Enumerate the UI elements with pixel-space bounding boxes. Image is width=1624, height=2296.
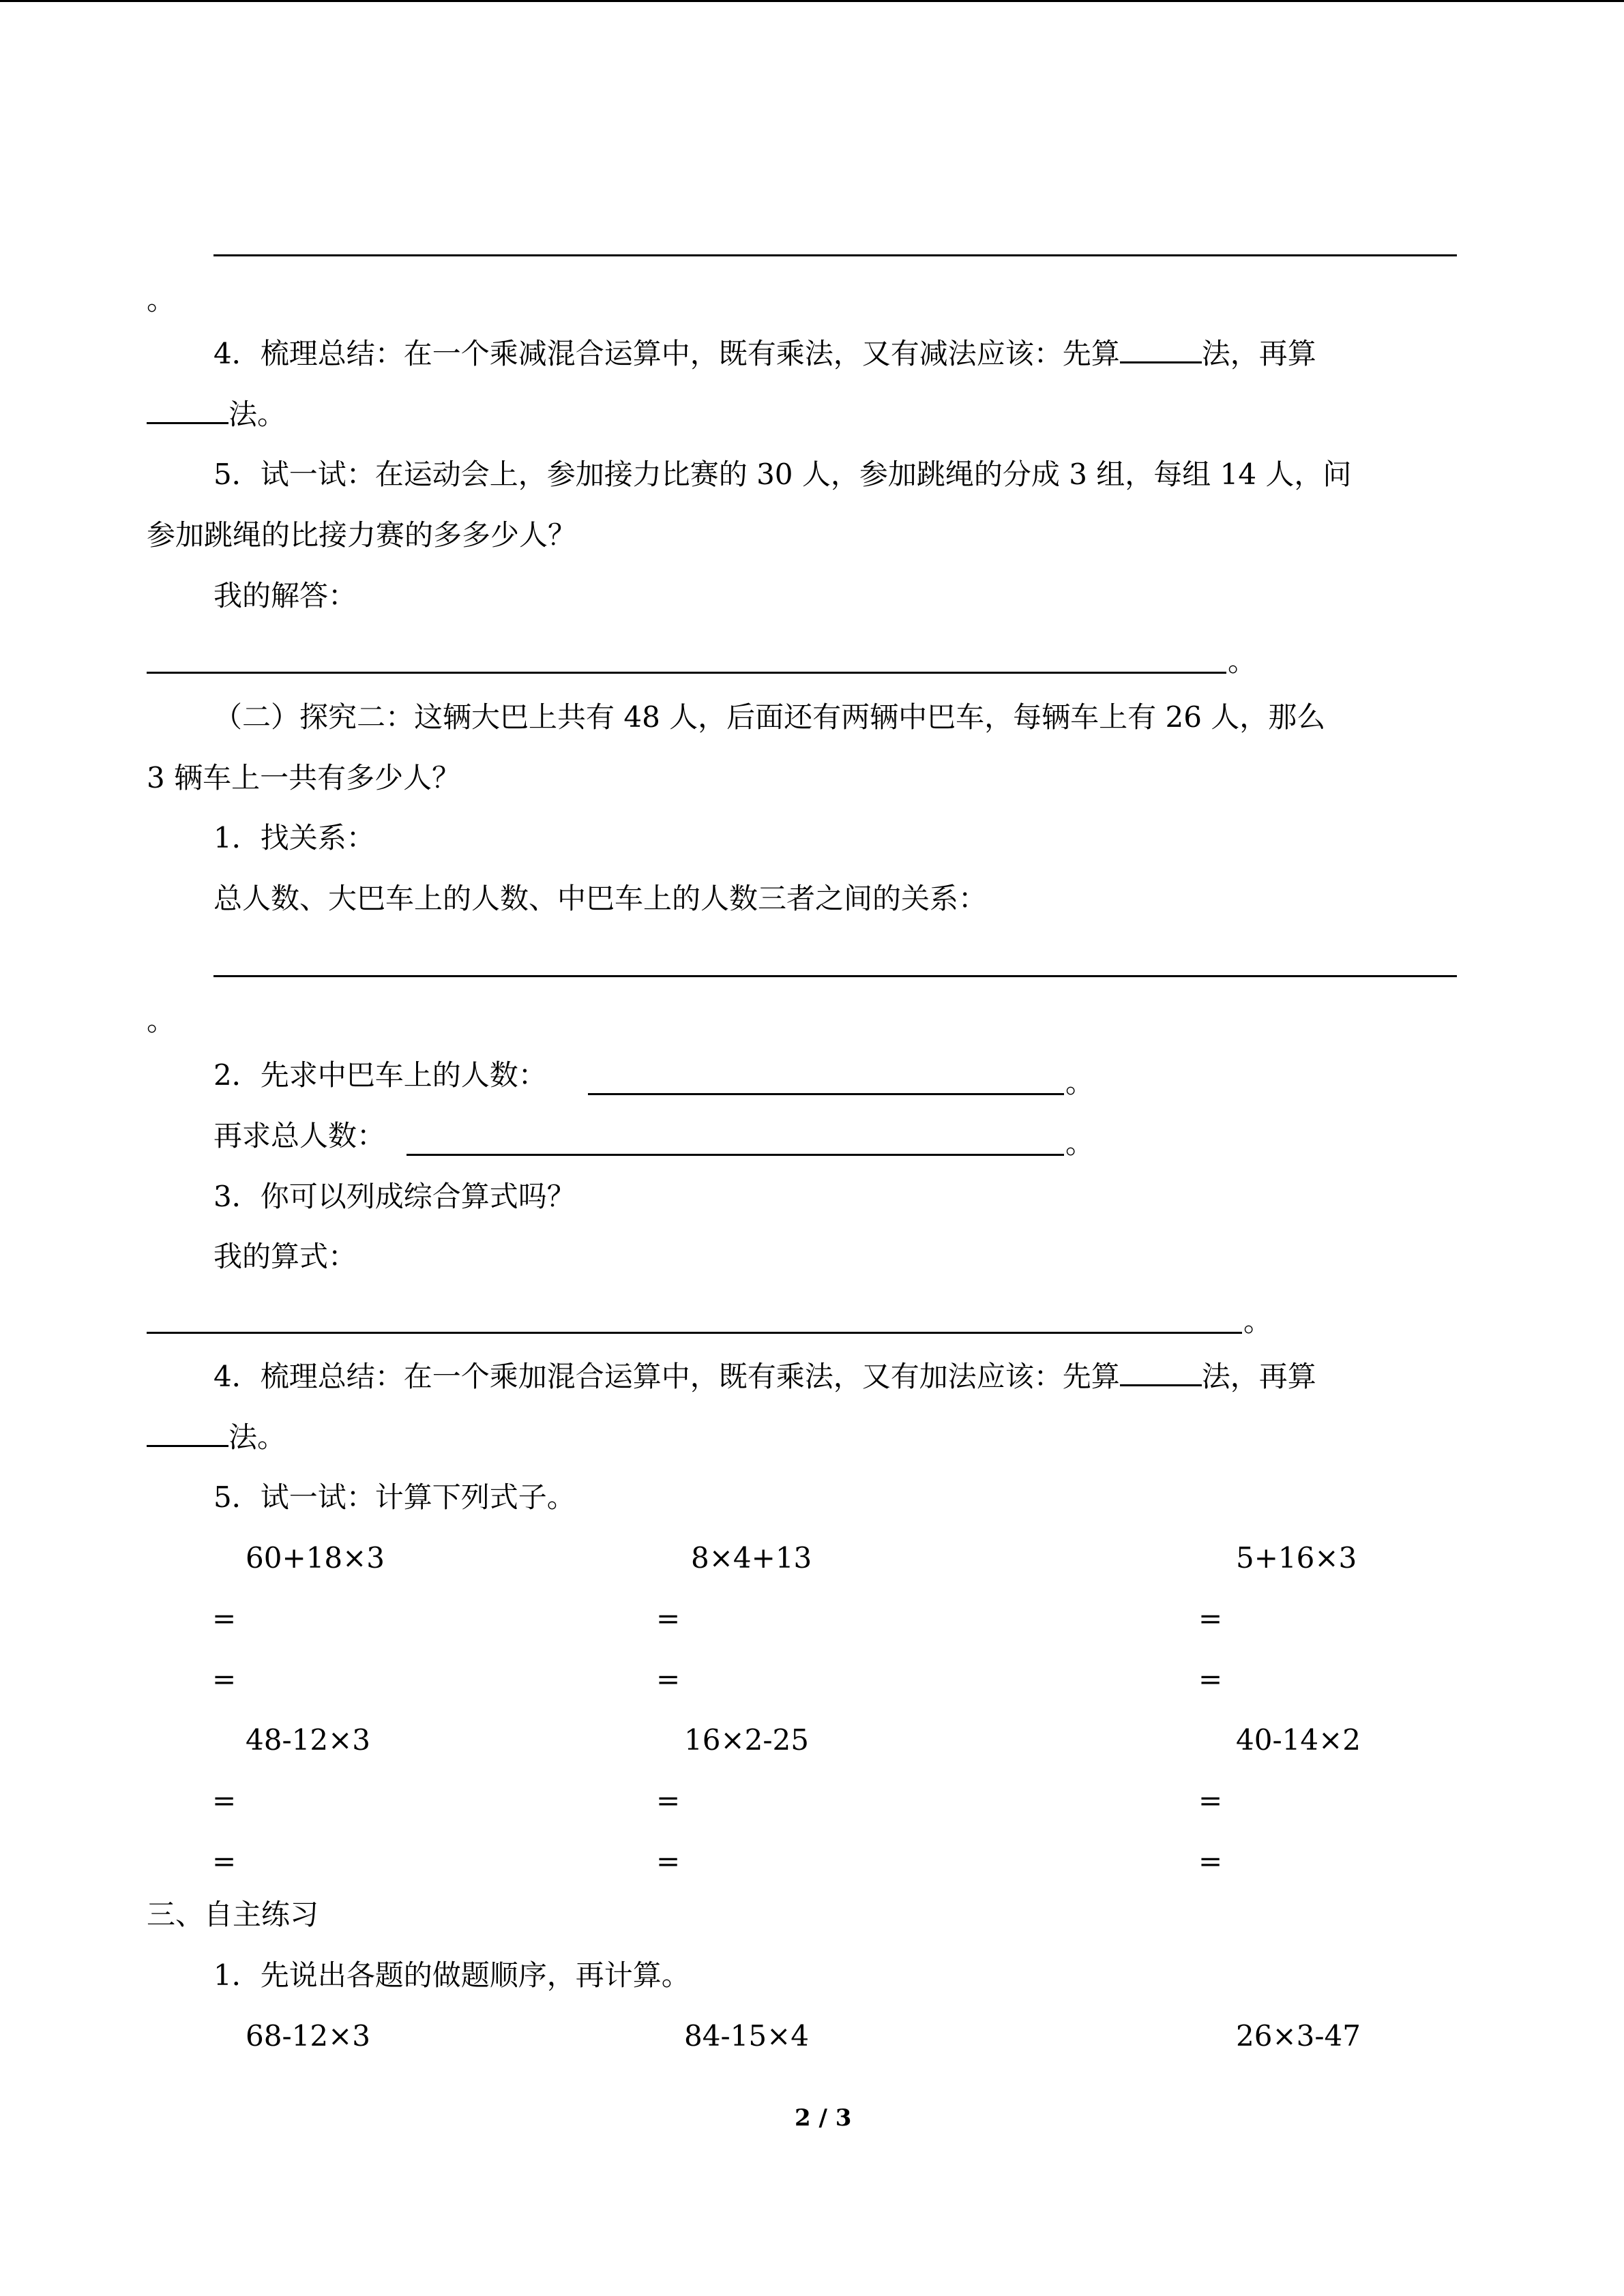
question-text: 法。 (228, 398, 286, 431)
section-heading: 三、自主练习 (147, 1898, 319, 1931)
expression: 26×3-47 (1236, 2019, 1361, 2053)
answer-line (213, 254, 1457, 256)
expression: 40-14×2 (1236, 1723, 1361, 1757)
try-calculate-label: 5．试一试：计算下列式子。 (213, 1480, 576, 1514)
fill-blank[interactable] (1120, 334, 1202, 363)
answer-line[interactable] (147, 1332, 1242, 1334)
formula-label: 我的算式： (213, 1240, 357, 1273)
answer-line[interactable] (213, 975, 1457, 977)
period-mark: 。 (1065, 1127, 1095, 1160)
equals-sign: = (212, 1784, 237, 1817)
summary-question-addition (213, 1357, 1316, 1396)
answer-line[interactable] (407, 1154, 1064, 1156)
equals-sign: = (212, 1845, 237, 1878)
equals-sign: = (1198, 1784, 1223, 1817)
equals-sign: = (656, 1784, 681, 1817)
expression: 48-12×3 (246, 1723, 370, 1757)
question-text: 法，再算 (1201, 1360, 1316, 1393)
try-question-text-cont: 参加跳绳的比接力赛的多多少人？ (147, 518, 577, 552)
relation-description: 总人数、大巴车上的人数、中巴车上的人数三者之间的关系： (213, 882, 988, 915)
equals-sign: = (212, 1663, 237, 1696)
page-number: 2 / 3 (795, 2104, 852, 2132)
try-question-text: 5．试一试：在运动会上，参加接力比赛的 30 人，参加跳绳的分成 3 组，每组 14 人，问 (213, 458, 1352, 491)
period-mark: 。 (1228, 644, 1257, 678)
answer-label: 我的解答： (213, 579, 357, 612)
expression: 68-12×3 (246, 2019, 370, 2053)
fill-blank[interactable] (1120, 1357, 1202, 1386)
expression: 60+18×3 (246, 1541, 385, 1575)
question-text: 4．梳理总结：在一个乘减混合运算中，既有乘法，又有减法应该：先算 (213, 337, 1120, 370)
equals-sign: = (656, 1845, 681, 1878)
page-top-border (0, 0, 1624, 2)
summary-question-addition-cont (147, 1418, 286, 1457)
period-mark: 。 (147, 283, 176, 316)
expression: 16×2-25 (684, 1723, 809, 1757)
answer-line[interactable] (147, 672, 1226, 674)
summary-question-subtraction-cont (147, 395, 286, 434)
fill-blank[interactable] (147, 1418, 228, 1447)
expression: 8×4+13 (691, 1541, 812, 1575)
equals-sign: = (1198, 1602, 1223, 1635)
practice-instruction: 1．先说出各题的做题顺序，再计算。 (213, 1958, 690, 1992)
question-text: 法。 (228, 1420, 286, 1454)
period-mark: 。 (1243, 1304, 1273, 1338)
minibus-count-label: 2．先求中巴车上的人数： (213, 1058, 547, 1092)
equals-sign: = (656, 1602, 681, 1635)
combined-formula-question: 3．你可以列成综合算式吗？ (213, 1180, 576, 1213)
expression: 84-15×4 (684, 2019, 809, 2053)
equals-sign: = (656, 1663, 681, 1696)
summary-question-subtraction (213, 334, 1316, 373)
question-text: 法，再算 (1201, 337, 1316, 370)
expression: 5+16×3 (1236, 1541, 1357, 1575)
equals-sign: = (1198, 1845, 1223, 1878)
find-relation-label: 1．找关系： (213, 821, 375, 854)
total-count-label: 再求总人数： (213, 1119, 386, 1152)
answer-line[interactable] (588, 1093, 1064, 1095)
period-mark: 。 (1065, 1066, 1095, 1099)
explore-two-text-cont: 3 辆车上一共有多少人？ (147, 761, 461, 794)
equals-sign: = (1198, 1663, 1223, 1696)
period-mark: 。 (147, 1004, 176, 1037)
equals-sign: = (212, 1602, 237, 1635)
fill-blank[interactable] (147, 395, 228, 424)
explore-two-text: （二）探究二：这辆大巴上共有 48 人，后面还有两辆中巴车，每辆车上有 26 人，那么 (213, 700, 1326, 734)
question-text: 4．梳理总结：在一个乘加混合运算中，既有乘法，又有加法应该：先算 (213, 1360, 1120, 1393)
